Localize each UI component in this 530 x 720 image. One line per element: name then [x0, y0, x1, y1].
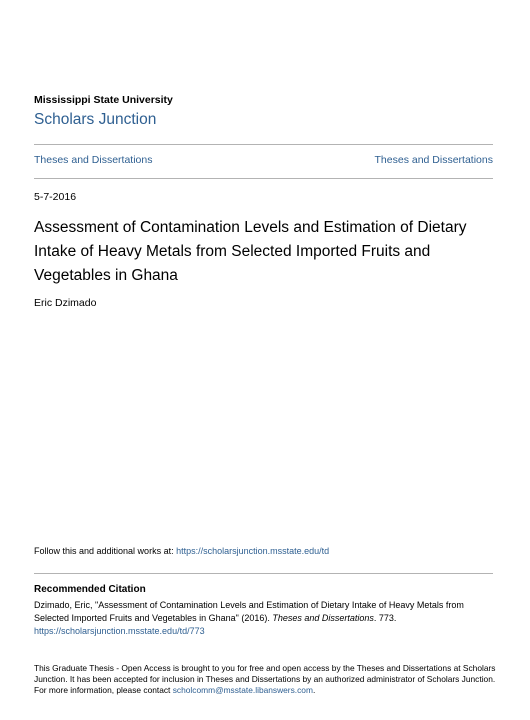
collection-link-right[interactable]: Theses and Dissertations [374, 154, 493, 166]
access-notice [34, 663, 496, 697]
citation-series: Theses and Dissertations [272, 613, 374, 624]
top-divider [34, 144, 493, 145]
author-name: Eric Dzimado [34, 297, 97, 309]
breadcrumb-divider [34, 178, 493, 179]
citation-divider [34, 573, 493, 574]
contact-email-link[interactable]: scholcomm@msstate.libanswers.com [172, 685, 313, 696]
follow-link[interactable]: https://scholarsjunction.msstate.edu/td [176, 546, 330, 556]
publication-date: 5-7-2016 [34, 191, 77, 203]
access-notice-text: This Graduate Thesis - Open Access is brought to you for free and open access by the Theses and Dissertations at Scholars Junction. It has been accepted for inclusion in Theses and Dissertations by an authorized administrator of Scholars Junction. For more information, please contact [34, 663, 496, 696]
follow-text: Follow this and additional works at: [34, 546, 177, 556]
recommended-citation-heading: Recommended Citation [34, 584, 146, 595]
follow-line [34, 546, 329, 556]
repository-link[interactable]: Scholars Junction [34, 111, 157, 128]
collection-link-left[interactable]: Theses and Dissertations [34, 154, 153, 166]
document-title: Assessment of Contamination Levels and Estimation of Dietary Intake of Heavy Metals from Selected Imported Fruits and Vegetables in Ghana [34, 219, 467, 284]
recommended-citation [34, 599, 494, 639]
access-notice-end: . [312, 685, 316, 696]
citation-link[interactable]: https://scholarsjunction.msstate.edu/td/773 [34, 626, 205, 637]
university-name: Mississippi State University [34, 94, 173, 106]
citation-number: . 773. [373, 613, 397, 624]
citation-text: Dzimado, Eric, "Assessment of Contamination Levels and Estimation of Dietary Intake of Heavy Metals from Selected Imported Fruits and Vegetables in Ghana" (2016). [34, 600, 464, 624]
